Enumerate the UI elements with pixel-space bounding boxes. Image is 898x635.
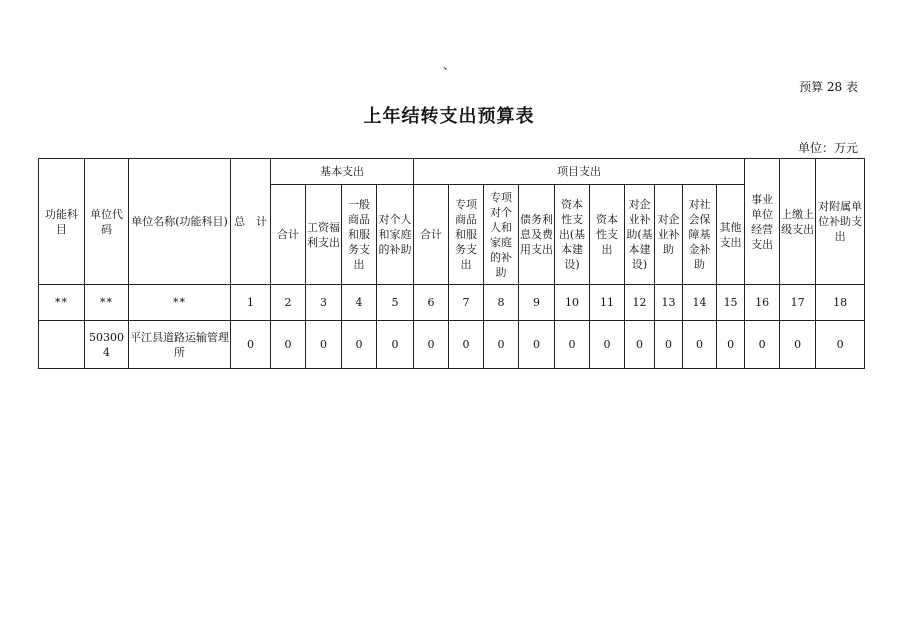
cell-value: 0 (271, 321, 306, 369)
unit-label: 单位：万元 (797, 141, 858, 155)
index-cell: 7 (449, 285, 484, 321)
index-cell: 14 (683, 285, 717, 321)
cell-value: 0 (555, 321, 590, 369)
cell-value: 0 (683, 321, 717, 369)
header-unit-code: 单位代码 (85, 159, 129, 285)
cell-unit-name: 平江县道路运输管理所 (129, 321, 231, 369)
header-unit-name: 单位名称(功能科目) (129, 159, 231, 285)
cell-value: 0 (655, 321, 683, 369)
index-cell: 4 (342, 285, 377, 321)
index-cell: 8 (484, 285, 519, 321)
cell-value: 0 (519, 321, 555, 369)
cell-value: 0 (342, 321, 377, 369)
index-cell: 11 (590, 285, 625, 321)
header-function-subject: 功能科目 (39, 159, 85, 285)
header-project-group: 项目支出 (414, 159, 745, 185)
header-basic-1: 工资福利支出 (306, 185, 342, 285)
cell-value: 0 (377, 321, 414, 369)
index-cell: 17 (780, 285, 816, 321)
top-mark: 、 (443, 58, 456, 72)
index-cell: 1 (231, 285, 271, 321)
index-cell: 15 (717, 285, 745, 321)
page-title: 上年结转支出预算表 (363, 106, 535, 127)
cell-value: 0 (780, 321, 816, 369)
index-row (39, 285, 865, 321)
index-cell: 2 (271, 285, 306, 321)
budget-table (38, 158, 865, 369)
index-cell: 10 (555, 285, 590, 321)
header-project-8: 对社会保障基金补助 (683, 185, 717, 285)
header-project-9: 其他支出 (717, 185, 745, 285)
cell-value: 0 (625, 321, 655, 369)
form-number: 预算 28 表 (799, 80, 858, 94)
index-cell: 3 (306, 285, 342, 321)
index-cell: 16 (745, 285, 780, 321)
header-tail-2: 对附属单位补助支出 (816, 159, 865, 285)
index-cell: ** (39, 285, 85, 321)
cell-value: 0 (449, 321, 484, 369)
cell-value: 0 (717, 321, 745, 369)
header-total: 总 计 (231, 159, 271, 285)
header-tail-1: 上缴上级支出 (780, 159, 816, 285)
cell-value: 0 (816, 321, 865, 369)
header-project-1: 专项商品和服务支出 (449, 185, 484, 285)
index-cell: 12 (625, 285, 655, 321)
header-project-2: 专项对个人和家庭的补助 (484, 185, 519, 285)
header-project-7: 对企业补助 (655, 185, 683, 285)
cell-value: 0 (590, 321, 625, 369)
header-basic-2: 一般商品和服务支出 (342, 185, 377, 285)
index-cell: 5 (377, 285, 414, 321)
index-cell: 18 (816, 285, 865, 321)
cell-value: 0 (484, 321, 519, 369)
header-project-4: 资本性支出(基本建设) (555, 185, 590, 285)
index-cell: 6 (414, 285, 449, 321)
index-cell: ** (129, 285, 231, 321)
header-row-groups (39, 159, 865, 185)
header-basic-group: 基本支出 (271, 159, 414, 185)
header-project-6: 对企业补助(基本建设) (625, 185, 655, 285)
cell-value: 0 (231, 321, 271, 369)
index-cell: 13 (655, 285, 683, 321)
header-basic-0: 合计 (271, 185, 306, 285)
cell-value: 0 (745, 321, 780, 369)
index-cell: 9 (519, 285, 555, 321)
cell-unit-code: 503004 (85, 321, 129, 369)
table-row (39, 321, 865, 369)
cell-function-subject (39, 321, 85, 369)
header-project-0: 合计 (414, 185, 449, 285)
cell-value: 0 (414, 321, 449, 369)
header-project-5: 资本性支出 (590, 185, 625, 285)
header-project-3: 债务利息及费用支出 (519, 185, 555, 285)
header-basic-3: 对个人和家庭的补助 (377, 185, 414, 285)
index-cell: ** (85, 285, 129, 321)
cell-value: 0 (306, 321, 342, 369)
header-tail-0: 事业单位经营支出 (745, 159, 780, 285)
